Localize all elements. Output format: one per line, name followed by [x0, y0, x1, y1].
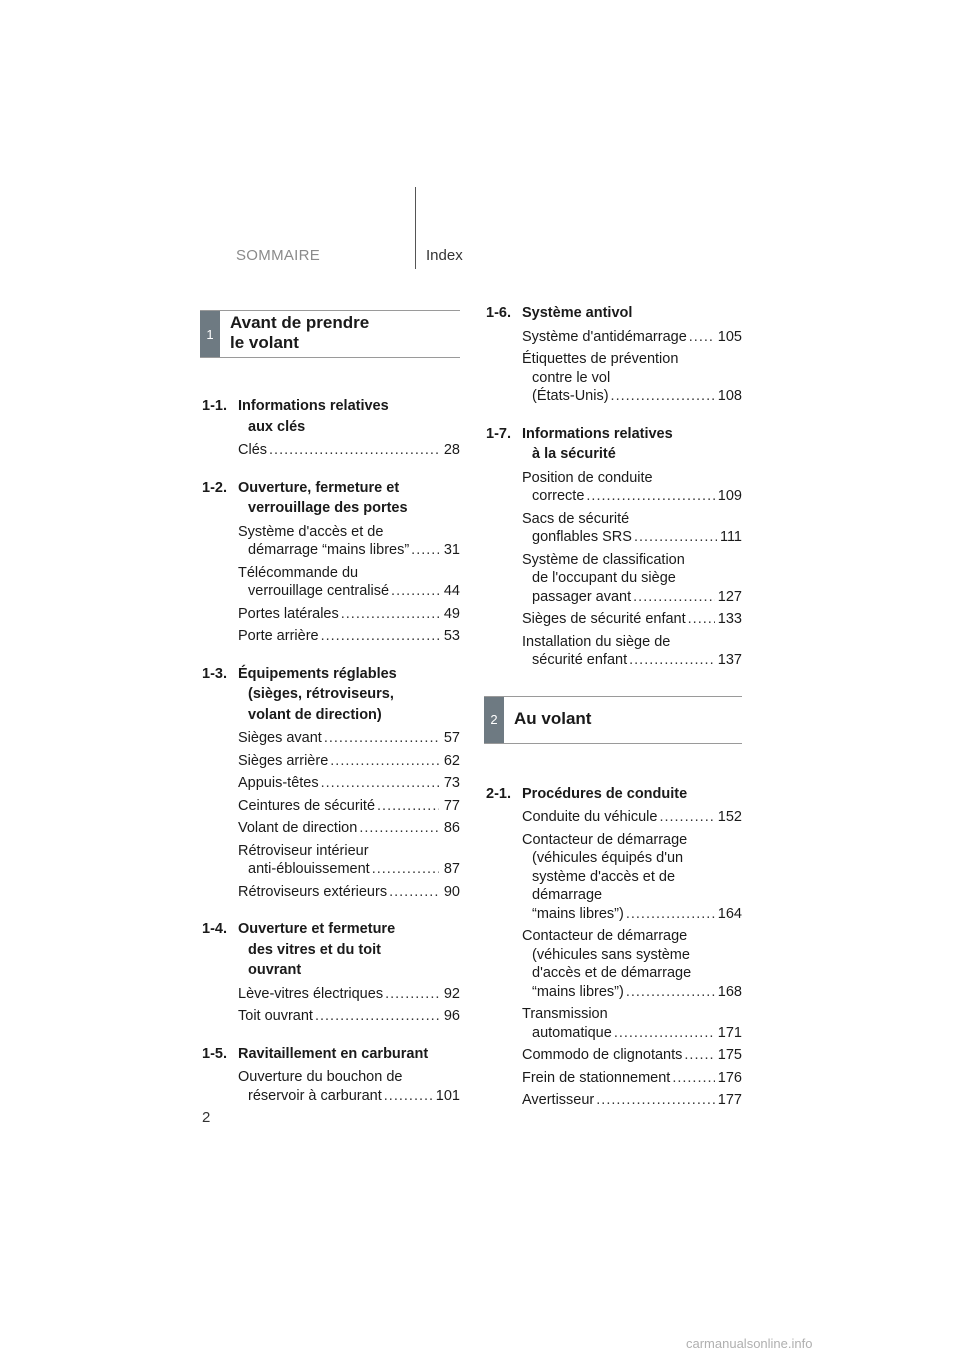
chapter-header-2[interactable] — [484, 696, 742, 744]
page-ref: 31 — [443, 542, 460, 558]
page-ref: 111 — [719, 529, 742, 545]
chapter-number-tab: 1 — [200, 311, 220, 357]
toc-entry[interactable]: Sièges arrière ..... 62 — [200, 752, 460, 771]
toc-entry[interactable]: Avertisseur ..... 177 — [484, 1091, 742, 1110]
section-heading[interactable]: 1-2. Ouverture, fermeture et verrouillage des portes — [202, 479, 408, 516]
toc-entry[interactable]: Système d'antidémarrage ..... 105 — [484, 328, 742, 347]
chapter-number-tab: 2 — [484, 697, 504, 743]
toc-section-1-4 — [200, 919, 460, 1026]
page-ref: 164 — [717, 905, 742, 922]
toc-entry[interactable]: Télécommande du verrouillage centralisé ..... 44 — [200, 564, 460, 601]
toc-entry[interactable]: Sièges avant ..... 57 — [200, 729, 460, 748]
section-heading[interactable]: 1-7. Informations relatives à la sécurité — [486, 425, 673, 462]
toc-entry[interactable]: Rétroviseurs extérieurs ..... 90 — [200, 883, 460, 902]
page-ref: 86 — [443, 820, 460, 836]
toc-section-1-6 — [484, 303, 742, 406]
toc-entry[interactable]: Transmission automatique ..... 171 — [484, 1005, 742, 1042]
toc-entry[interactable]: Position de conduite correcte ..... 109 — [484, 469, 742, 506]
page-ref: 177 — [717, 1092, 742, 1108]
page-ref: 101 — [435, 1087, 460, 1104]
page-ref: 28 — [443, 442, 460, 458]
toc-entry[interactable]: Frein de stationnement ..... 176 — [484, 1069, 742, 1088]
section-heading[interactable]: 1-6. Système antivol — [484, 303, 742, 324]
page-ref: 171 — [717, 1024, 742, 1041]
section-heading[interactable]: 1-4. Ouverture et fermeture des vitres et du toit ouvrant — [202, 921, 396, 978]
page-ref: 57 — [443, 730, 460, 746]
section-number: 2-1. — [486, 785, 511, 802]
page-ref: 105 — [717, 328, 742, 345]
toc-entry[interactable]: Volant de direction ..... 86 — [200, 819, 460, 838]
watermark: carmanualsonline.info — [686, 1336, 813, 1351]
toc-entry[interactable]: Ceintures de sécurité ..... 77 — [200, 797, 460, 816]
page-ref: 90 — [443, 883, 460, 900]
page-ref: 77 — [443, 797, 460, 814]
page-ref: 96 — [443, 1008, 460, 1024]
toc-column-right — [484, 303, 742, 1110]
section-number: 1-3. — [202, 665, 227, 682]
chapter-title: Avant de prendre le volant — [230, 313, 370, 352]
page-ref: 53 — [443, 628, 460, 644]
toc-entry[interactable]: Commodo de clignotants ..... 175 — [484, 1046, 742, 1065]
section-number: 1-4. — [202, 921, 227, 937]
toc-entry[interactable]: Porte arrière ..... 53 — [200, 627, 460, 646]
section-number: 1-5. — [202, 1045, 227, 1062]
page-ref: 108 — [717, 388, 742, 404]
toc-entry[interactable]: Sièges de sécurité enfant ..... 133 — [484, 610, 742, 629]
section-heading[interactable]: 1-5. Ravitaillement en carburant — [200, 1044, 460, 1065]
toc-entry[interactable]: Ouverture du bouchon de réservoir à carburant ..... 101 — [200, 1068, 460, 1105]
toc-section-1-5 — [200, 1044, 460, 1106]
toc-section-1-7 — [484, 424, 742, 670]
index-link[interactable]: Index — [426, 247, 463, 264]
toc-entry[interactable]: Conduite du véhicule ..... 152 — [484, 808, 742, 827]
page-ref: 175 — [717, 1047, 742, 1063]
page-ref: 92 — [443, 985, 460, 1002]
toc-entry[interactable]: Système de classification de l'occupant du siège passager avant ..... 127 — [484, 551, 742, 607]
page-ref: 109 — [717, 488, 742, 504]
section-heading[interactable]: 1-3. Équipements réglables (sièges, rétroviseurs, volant de direction) — [202, 665, 397, 723]
header-divider — [415, 187, 416, 269]
toc-section-1-1 — [200, 396, 460, 460]
section-number: 1-6. — [486, 305, 511, 321]
page-ref: 152 — [717, 809, 742, 825]
page-ref: 127 — [717, 588, 742, 605]
page-ref: 49 — [443, 605, 460, 622]
toc-entry[interactable]: Clés ..... 28 — [200, 441, 460, 460]
section-heading[interactable]: 2-1. Procédures de conduite — [484, 784, 742, 805]
toc-entry[interactable]: Contacteur de démarrage (véhicules équipés d'un système d'accès et de démarrage “mains libres”) ..... 164 — [484, 831, 742, 924]
chapter-title: Au volant — [514, 708, 592, 728]
page-ref: 137 — [717, 652, 742, 668]
toc-entry[interactable]: Appuis-têtes ..... 73 — [200, 774, 460, 793]
page-ref: 62 — [443, 752, 460, 769]
page-ref: 73 — [443, 775, 460, 791]
toc-entry[interactable]: Rétroviseur intérieur anti-éblouissement ..... 87 — [200, 842, 460, 879]
toc-entry[interactable]: Sacs de sécurité gonflables SRS ..... 111 — [484, 510, 742, 547]
toc-entry[interactable]: Installation du siège de sécurité enfant ..... 137 — [484, 633, 742, 670]
toc-section-2-1 — [484, 784, 742, 1110]
toc-section-1-3 — [200, 664, 460, 902]
section-number: 1-7. — [486, 425, 511, 442]
section-number: 1-1. — [202, 398, 227, 414]
page-ref: 87 — [443, 861, 460, 877]
toc-entry[interactable]: Système d'accès et de démarrage “mains libres” ..... 31 — [200, 523, 460, 560]
page-ref: 44 — [443, 583, 460, 599]
page-number: 2 — [202, 1109, 211, 1126]
page-ref: 176 — [717, 1069, 742, 1086]
section-heading[interactable]: 1-1. Informations relatives aux clés — [202, 398, 389, 435]
toc-section-1-2 — [200, 478, 460, 646]
toc-entry[interactable]: Contacteur de démarrage (véhicules sans système d'accès et de démarrage “mains libres”) ..... 168 — [484, 927, 742, 1001]
toc-entry[interactable]: Étiquettes de prévention contre le vol (États-Unis) ..... 108 — [484, 350, 742, 406]
section-number: 1-2. — [202, 479, 227, 496]
toc-entry[interactable]: Toit ouvrant ..... 96 — [200, 1007, 460, 1026]
page-ref: 133 — [717, 611, 742, 627]
sommaire-link[interactable]: SOMMAIRE — [236, 247, 321, 264]
chapter-header-1[interactable] — [200, 310, 460, 358]
toc-column-left — [200, 310, 460, 1105]
toc-entry[interactable]: Portes latérales ..... 49 — [200, 605, 460, 624]
page-ref: 168 — [717, 983, 742, 1000]
toc-entry[interactable]: Lève-vitres électriques ..... 92 — [200, 985, 460, 1004]
